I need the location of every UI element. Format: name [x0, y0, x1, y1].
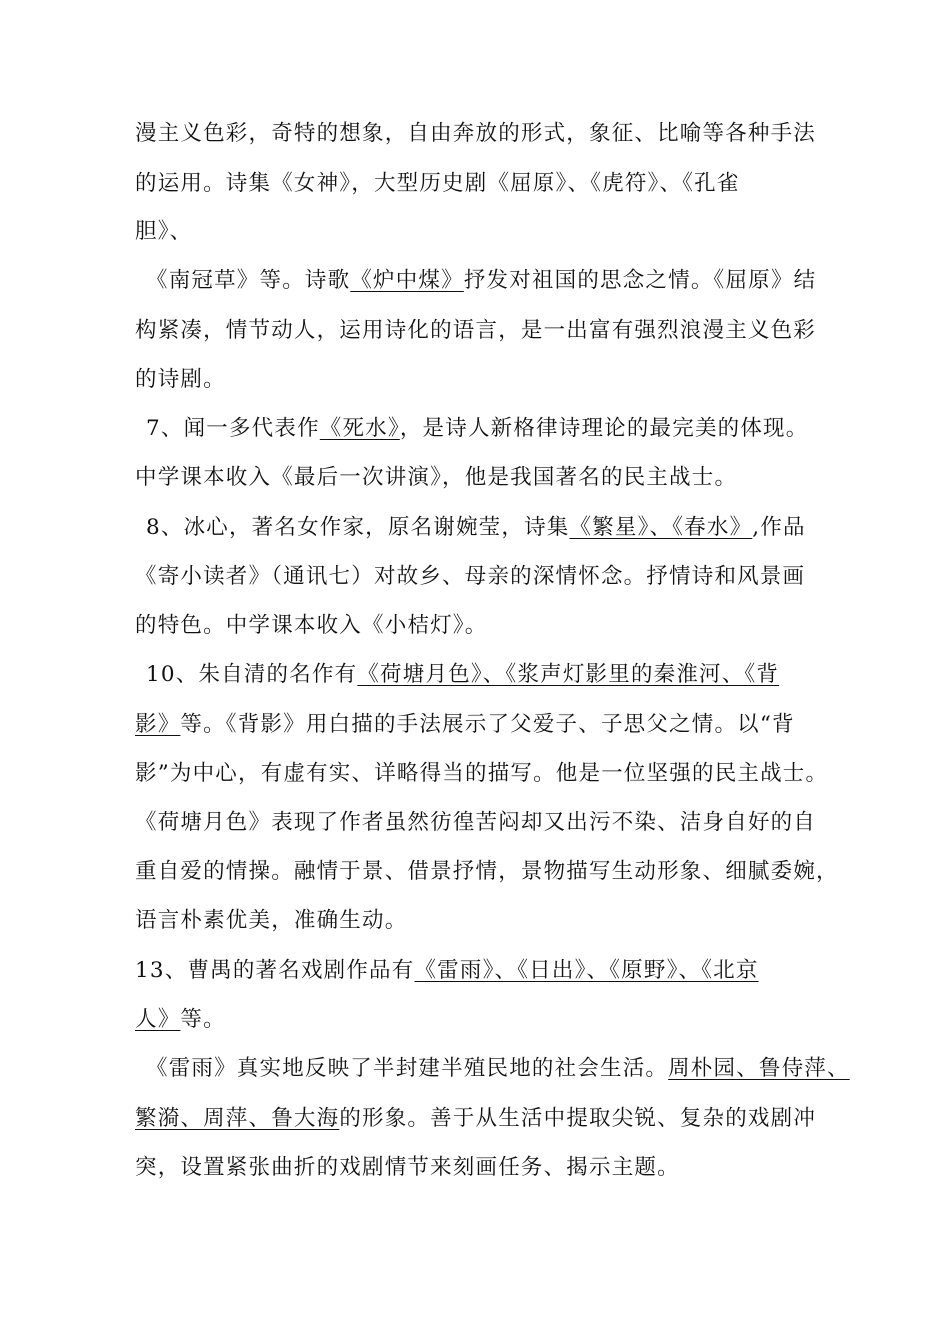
text-line — [135, 119, 816, 149]
text-line — [135, 169, 740, 199]
text-run: 语言朴素优美，准确生动。 — [135, 908, 408, 933]
text-run: 8、冰心，著名女作家，原名谢婉莹，诗集 — [146, 515, 570, 540]
text-run: 中学课本收入《最后一次讲演》，他是我国著名的民主战士。 — [135, 465, 738, 490]
text-line — [146, 660, 779, 690]
text-run: 《南冠草》等。诗歌 — [146, 268, 351, 293]
text-run: ,作品 — [752, 515, 806, 540]
text-line — [135, 611, 487, 641]
underlined-title: 《死水》 — [319, 416, 400, 441]
text-line — [135, 808, 816, 838]
text-line — [146, 1054, 850, 1084]
text-run: 的诗剧。 — [135, 367, 226, 392]
underlined-title: 《荷塘月色》、《浆声灯影里的秦淮河、《背 — [357, 662, 780, 687]
text-run: 《寄小读者》（通讯七）对故乡、母亲的深情怀念。抒情诗和风景画 — [135, 564, 806, 589]
text-line — [135, 1005, 226, 1035]
underlined-names: 繁漪、周萍、鲁大海 — [135, 1106, 340, 1131]
text-line — [135, 463, 737, 493]
text-run: 构紧凑，情节动人，运用诗化的语言，是一出富有强烈浪漫主义色彩 — [135, 318, 817, 343]
text-run: 的特色。中学课本收入《小桔灯》。 — [135, 613, 488, 638]
text-run: 等。 — [180, 1007, 226, 1032]
text-line — [135, 906, 407, 936]
underlined-title: 影》 — [135, 712, 181, 737]
text-run: 7、闻一多代表作 — [146, 416, 320, 441]
underlined-title: 《炉中煤》 — [350, 268, 464, 293]
text-run: 《荷塘月色》表现了作者虽然彷徨苦闷却又出污不染、洁身自好的自 — [135, 810, 817, 835]
text-run: 10、朱自清的名作有 — [146, 662, 358, 687]
text-run: 《雷雨》真实地反映了半封建半殖民地的社会生活。 — [146, 1056, 669, 1081]
text-line — [135, 365, 226, 395]
text-line — [146, 266, 816, 296]
text-run: 13、曹禺的著名戏剧作品有 — [135, 958, 415, 983]
text-line — [135, 956, 759, 986]
text-line — [135, 1104, 816, 1134]
text-run: 漫主义色彩，奇特的想象，自由奔放的形式，象征、比喻等各种手法 — [135, 121, 817, 146]
text-run: 影”为中心，有虚有实、详略得当的描写。他是一位坚强的民主战士。 — [135, 761, 829, 786]
text-run: 胆》、 — [135, 219, 193, 244]
text-line — [135, 710, 795, 740]
text-run: 的运用。诗集《女神》，大型历史剧《屈原》、《虎符》、《孔雀 — [135, 171, 740, 196]
underlined-title: 人》 — [135, 1007, 181, 1032]
text-run: 等。《背影》用白描的手法展示了父爱子、子思父之情。以“背 — [180, 712, 795, 737]
text-line — [146, 414, 808, 444]
text-line — [146, 513, 806, 543]
text-line — [135, 759, 828, 789]
text-line — [135, 857, 839, 887]
text-run: 突，设置紧张曲折的戏剧情节来刻画任务、揭示主题。 — [135, 1155, 680, 1180]
text-line — [135, 316, 816, 346]
text-line — [135, 562, 805, 592]
text-line — [135, 1153, 680, 1183]
text-run: 重自爱的情操。融情于景、借景抒情，景物描写生动形象、细腻委婉， — [135, 859, 839, 884]
underlined-title: 《雷雨》、《日出》、《原野》、《北京 — [414, 958, 759, 983]
text-line — [135, 217, 192, 247]
text-run: 的形象。善于从生活中提取尖锐、复杂的戏剧冲 — [339, 1106, 817, 1131]
text-run: ，是诗人新格律诗理论的最完美的体现。 — [399, 416, 809, 441]
underlined-title: 《繁星》、《春水》 — [569, 515, 753, 540]
text-run: 抒发对祖国的思念之情。《屈原》结 — [463, 268, 817, 293]
underlined-names: 周朴园、鲁侍萍、 — [668, 1056, 850, 1081]
